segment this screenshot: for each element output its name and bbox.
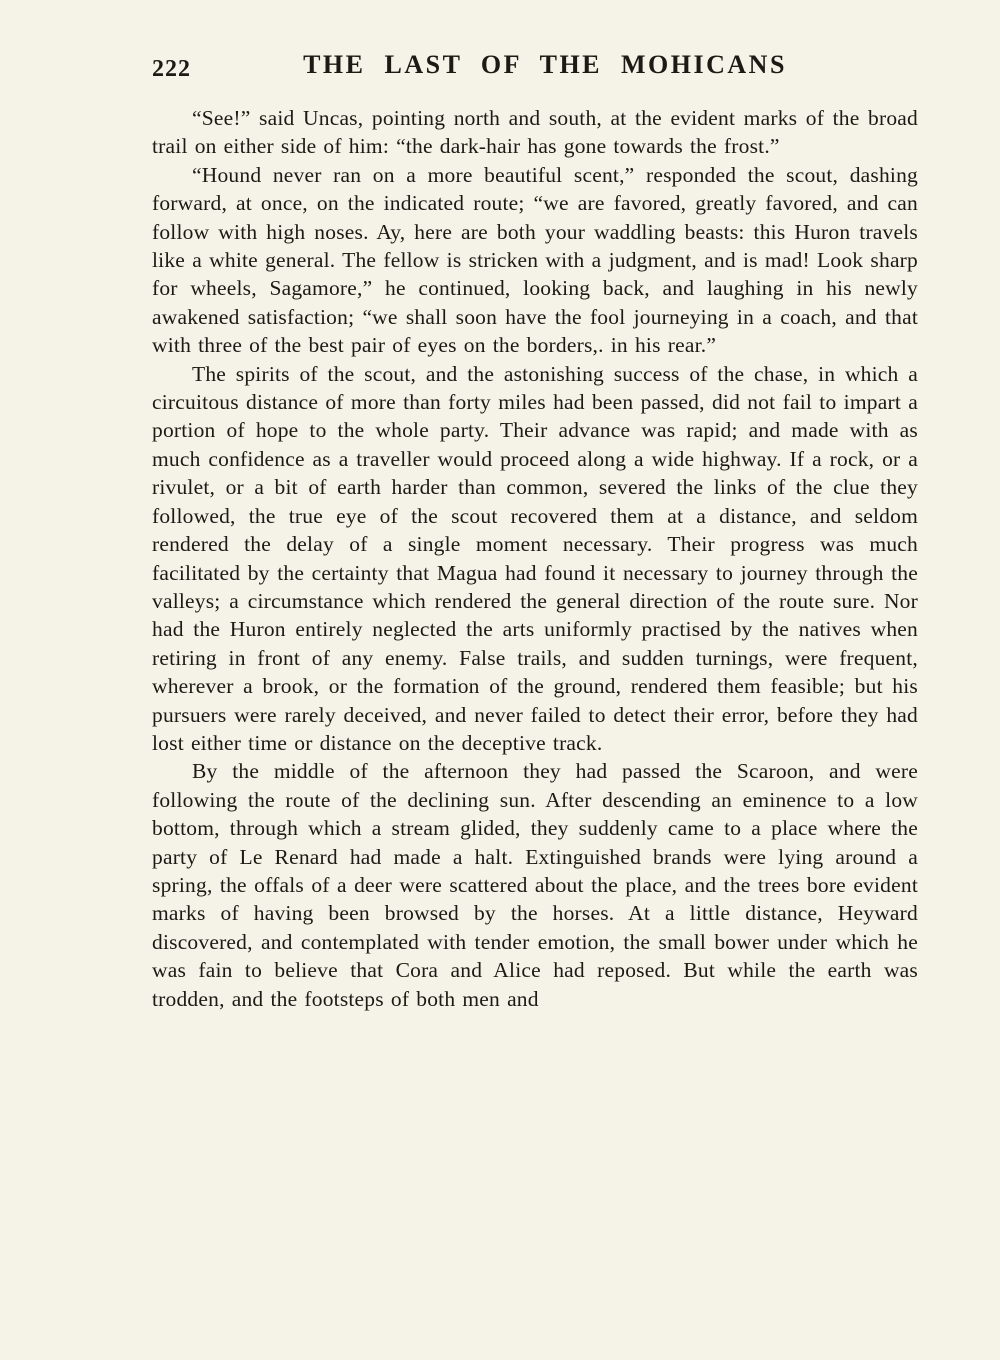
page-body (152, 104, 918, 1013)
paragraph: By the middle of the afternoon they had passed the Scaroon, and were following the route of the declining sun. After descending an eminence to a low bottom, through which a stream glided, they suddenly came to a place where the party of Le Renard had made a halt. Extinguished brands were lying around a spring, the offals of a deer were scattered about the place, and the trees bore evident marks of having been browsed by the horses. At a little distance, Heyward discovered, and contemplated with tender emotion, the small bower under which he was fain to believe that Cora and Alice had reposed. But while the earth was trodden, and the footsteps of both men and (152, 759, 918, 1011)
page-number: 222 (152, 56, 191, 82)
page-header (152, 50, 918, 90)
running-title: THE LAST OF THE MOHICANS (303, 50, 787, 79)
paragraph: The spirits of the scout, and the astonishing success of the chase, in which a circuitous distance of more than forty miles had been passed, did not fail to impart a portion of hope to the whole party. Their advance was rapid; and made with as much confidence as a traveller would proceed along a wide highway. If a rock, or a rivulet, or a bit of earth harder than common, severed the links of the clue they followed, the true eye of the scout recovered them at a distance, and seldom rendered the delay of a single moment necessary. Their progress was much facilitated by the certainty that Magua had found it necessary to journey through the valleys; a circumstance which rendered the general direction of the route sure. Nor had the Huron entirely neglected the arts uniformly practised by the natives when retiring in front of any enemy. False trails, and sudden turnings, were frequent, wherever a brook, or the formation of the ground, rendered them feasible; but his pursuers were rarely deceived, and never failed to detect their error, before they had lost either time or distance on the deceptive track. (152, 361, 918, 755)
paragraph: “See!” said Uncas, pointing north and south, at the evident marks of the broad trail on either side of him: “the dark-hair has gone towards the frost.” (152, 106, 918, 159)
paragraph: “Hound never ran on a more beautiful scent,” responded the scout, dashing forward, at once, on the indicated route; “we are favored, greatly favored, and can follow with high noses. Ay, here are both your waddling beasts: this Huron travels like a white general. The fellow is stricken with a judgment, and is mad! Look sharp for wheels, Sagamore,” he continued, looking back, and laughing in his newly awakened satisfaction; “we shall soon have the fool journeying in a coach, and that with three of the best pair of eyes on the borders,. in his rear.” (152, 162, 918, 358)
